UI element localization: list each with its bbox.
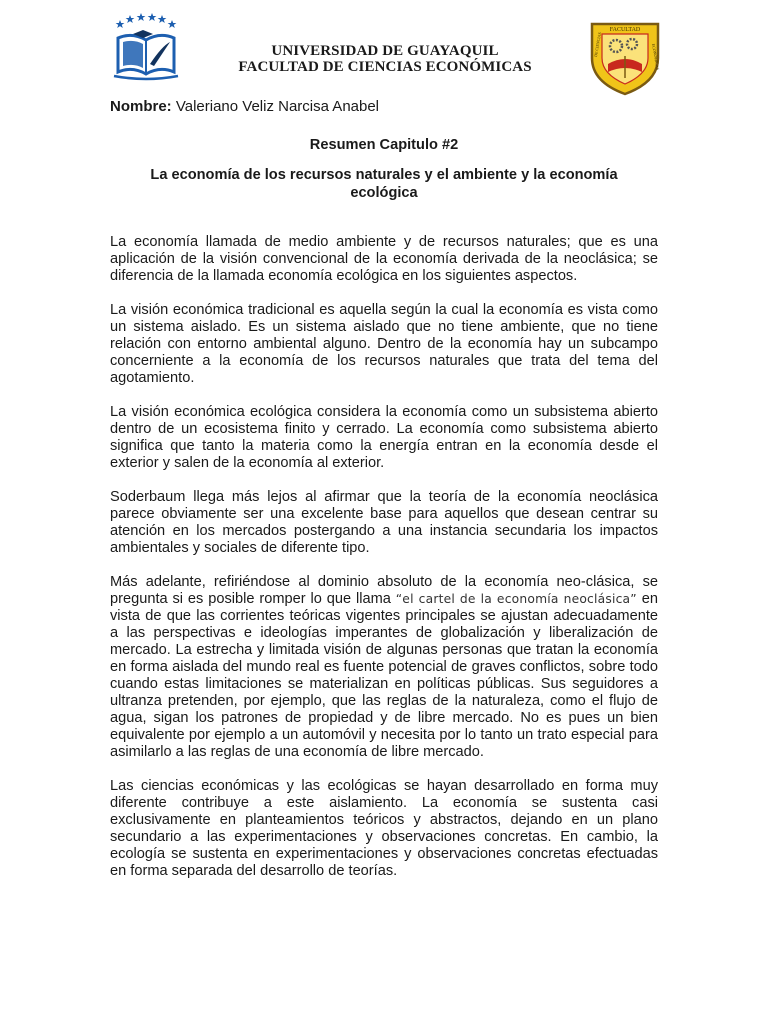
shield-left-text: DE CIENCIAS xyxy=(592,31,603,58)
student-name-line xyxy=(110,98,379,115)
paragraph-5-part-a: Más adelante, refiriéndose al dominio absoluto de la economía neo-clásica, se pregunta si es posible romper lo que llama xyxy=(110,574,658,607)
paragraph-5-part-b: en vista de que las corrientes teóricas vigentes principales se ajustan adecuadamente a las perspectivas e ideologías imperantes de globalización y liberalización de mercado. La estrecha y limitada visión de algunas personas que tratan la economía en forma aislada del mundo real es fuente potencial de graves conflictos, sobre todo cuando estas limitaciones se materializan en políticas públicas. Sus seguidores a ultranza pretenden, por ejemplo, que las reglas de la naturaleza, como el flujo de agua, sigan los patrones de propiedad y de libre mercado. No es pues un bien equivalente por ejemplo a un automóvil y necesita por lo tanto un trato especial para asimilarlo a las reglas de una economía de libre mercado. xyxy=(110,591,658,760)
paragraph-5-quote: “el cartel de la economía neoclásica” xyxy=(395,592,637,606)
university-logo-icon xyxy=(110,12,182,84)
student-name: Valeriano Veliz Narcisa Anabel xyxy=(175,98,380,115)
faculty-shield-icon xyxy=(588,16,662,96)
document-title: Resumen Capitulo #2 xyxy=(309,137,459,153)
paragraph-5 xyxy=(110,574,658,761)
paragraph-3: La visión económica ecológica considera la economía como un subsistema abierto dentro de un ecosistema finito y cerrado. La economía como subsistema abierto significa que tanto la materia como la energía entran en la economía desde el exterior y salen de la economía al exterior. xyxy=(110,404,658,471)
paragraph-6: Las ciencias económicas y las ecológicas se hayan desarrollado en forma muy diferente contribuye a este aislamiento. La economía se sustenta casi exclusivamente en planteamientos teóricos y abstractos, dejando en un plano secundario a las experimentaciones y observaciones concretas. En cambio, la ecología se sustenta en experimentaciones y observaciones concretas efectuadas en forma separada del desarrollo de teorías. xyxy=(110,778,658,879)
document-subtitle: La economía de los recursos naturales y el ambiente y la economía ecológica xyxy=(150,167,618,201)
shield-right-text: ECONÓMICAS xyxy=(651,43,661,71)
university-name: UNIVERSIDAD DE GUAYAQUIL xyxy=(271,43,499,59)
paragraph-1: La economía llamada de medio ambiente y de recursos naturales; que es una aplicación de la visión convencional de la economía derivada de la neoclásica; se diferencia de la llamada economía ecológica en los siguientes aspectos. xyxy=(110,234,658,284)
faculty-name: FACULTAD DE CIENCIAS ECONÓMICAS xyxy=(238,59,532,75)
document-body xyxy=(110,234,658,897)
paragraph-4: Soderbaum llega más lejos al afirmar que la teoría de la economía neoclásica parece obviamente ser una excelente base para aquellos que desean centrar su atención en los mercados postergando a una instancia secundaria los impactos ambientales y sociales de diferente tipo. xyxy=(110,489,658,556)
shield-top-text: FACULTAD xyxy=(609,27,641,33)
student-name-label: Nombre: xyxy=(110,98,172,115)
paragraph-2: La visión económica tradicional es aquella según la cual la economía es vista como un sistema aislado. Es un sistema aislado que no tiene ambiente, que no tiene relación con entorno ambiental alguno. Dentro de la economía hay un subcampo concerniente a la economía de los recursos naturales que trata del tema del agotamiento. xyxy=(110,302,658,386)
